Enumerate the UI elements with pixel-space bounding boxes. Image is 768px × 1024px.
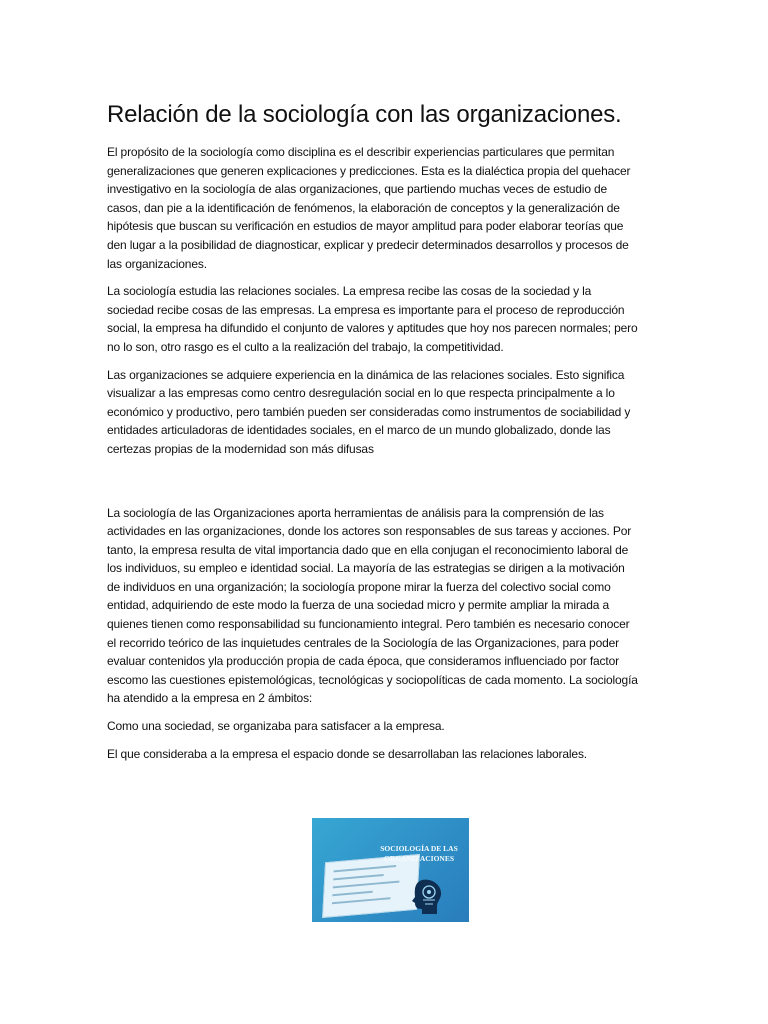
document-body xyxy=(107,97,639,772)
sociology-image xyxy=(312,818,469,922)
blank-line xyxy=(107,468,639,504)
paragraph-4: La sociología de las Organizaciones aporta herramientas de análisis para la comprensión de las actividades en las organizaciones, donde los actores son responsables de sus tareas y acciones. Por tanto, la empresa resulta de vital importancia dado que en ella conjugan el reconocimiento laboral de los individuos, su empleo e identidad social. La mayoría de las estrategias se dirigen a la motivación de individuos en una organización; la sociología propone mirar la fuerza del colectivo social como entidad, adquiriendo de este modo la fuerza de una sociedad micro y permite ampliar la mirada a quienes tienen como responsabilidad su funcionamiento integral. Pero también es necesario conocer el recorrido teórico de las inquietudes centrales de la Sociología de las Organizaciones, para poder evaluar contenidos yla producción propia de cada época, que consideramos influenciado por factor escomo las cuestiones epistemológicas, tecnológicas y sociopolíticas de cada momento. La sociología ha atendido a la empresa en 2 ámbitos: xyxy=(107,505,638,706)
paragraph-3: Las organizaciones se adquiere experiencia en la dinámica de las relaciones sociales. Esto significa visualizar a las empresas como centro desregulación social en lo que respecta principalmente a lo económico y productivo, pero también pueden ser consideradas como instrumentos de sociabilidad y entidades articuladoras de identidades sociales, en el marco de un mundo globalizado, donde las certezas propias de la modernidad son más difusas xyxy=(107,367,631,456)
document-title: Relación de la sociología con las organizaciones. xyxy=(107,101,622,128)
paragraph-1: El propósito de la sociología como disciplina es el describir experiencias particulares que permitan generalizaciones que generen explicaciones y predicciones. Esta es la dialéctica propia del quehacer investigativo en la sociología de alas organizaciones, que partiendo muchas veces de estudio de casos, dan pie a la identificación de fenómenos, la elaboración de conceptos y la generalización de hipótesis que buscan su verificación en estudios de mayor amplitud para poder elaborar teorías que den lugar a la posibilidad de diagnosticar, explicar y predecir determinados desarrollos y procesos de las organizaciones. xyxy=(107,145,631,271)
paragraph-5: Como una sociedad, se organizaba para satisfacer a la empresa. xyxy=(107,719,445,734)
paragraph-2: La sociología estudia las relaciones sociales. La empresa recibe las cosas de la sociedad y la sociedad recibe cosas de las empresas. La empresa es importante para el proceso de reproducción social, la empresa ha difundido el conjunto de valores y aptitudes que hoy nos parecen normales; pero no lo son, otro rasgo es el culto a la realización del trabajo, la competitividad. xyxy=(107,284,638,354)
image-caption: SOCIOLOGÍA DE LAS ORGANIZACIONES xyxy=(380,844,458,863)
paragraph-6: El que consideraba a la empresa el espacio donde se desarrollaban las relaciones laborales. xyxy=(107,746,587,761)
head-profile-icon xyxy=(410,878,444,916)
